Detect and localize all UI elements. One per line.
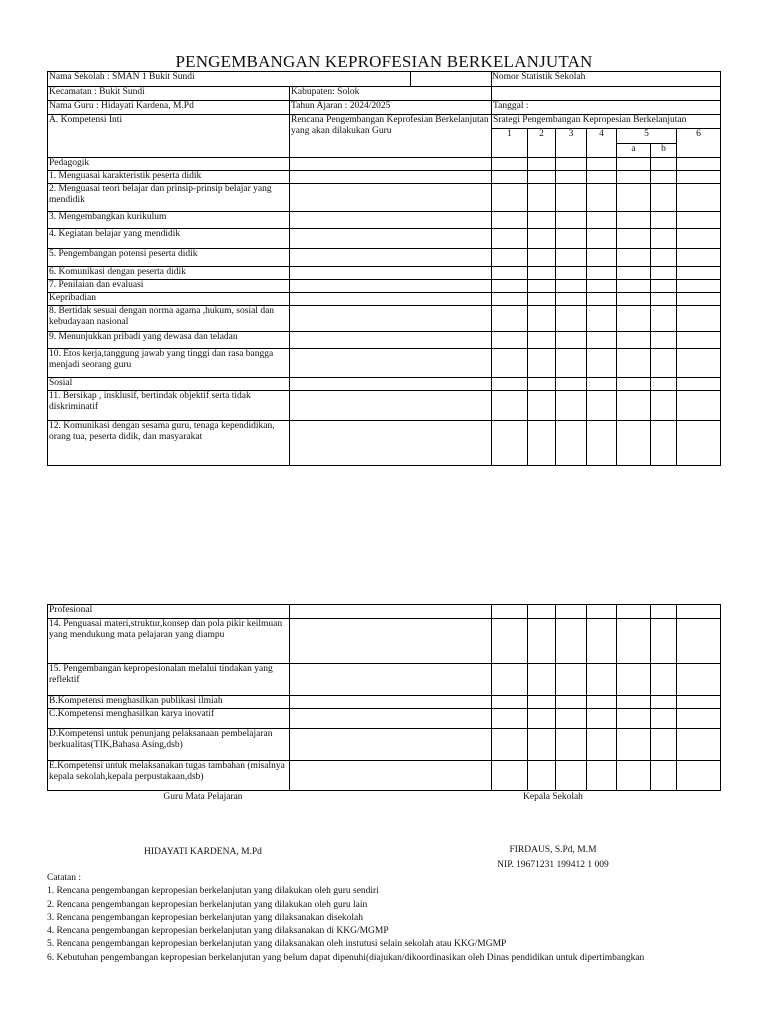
strategy-cell[interactable] <box>492 421 528 466</box>
table-row <box>48 280 721 293</box>
strategy-cell[interactable] <box>617 619 651 664</box>
strategy-cell[interactable] <box>587 332 617 349</box>
section-label: Sosial <box>48 378 290 391</box>
strategy-cell[interactable] <box>556 267 587 280</box>
plan-cell[interactable] <box>290 709 492 729</box>
strategy-cell[interactable] <box>677 709 721 729</box>
strategy-cell[interactable] <box>617 605 651 619</box>
strategy-cell[interactable] <box>651 664 677 696</box>
strategy-cell[interactable] <box>587 306 617 332</box>
plan-cell[interactable] <box>290 664 492 696</box>
strategy-cell[interactable] <box>587 729 617 761</box>
col-5a-header: a <box>617 144 651 158</box>
strategy-cell[interactable] <box>528 212 556 229</box>
note-line: 2. Rencana pengembangan kepropesian berkelanjutan yang dilakukan oleh guru lain <box>47 899 368 910</box>
nama-guru: Nama Guru : Hidayati Kardena, M.Pd <box>48 101 290 115</box>
plan-cell[interactable] <box>290 605 492 619</box>
competency-label: C.Kompetensi menghasilkan karya inovatif <box>48 709 290 729</box>
strategi-header: Srategi Pengembangan Kepropesian Berkelanjutan <box>492 115 721 129</box>
strategy-cell[interactable] <box>528 229 556 249</box>
plan-cell[interactable] <box>290 293 492 306</box>
strategy-cell[interactable] <box>556 709 587 729</box>
strategy-cell[interactable] <box>556 619 587 664</box>
strategy-cell[interactable] <box>677 761 721 791</box>
tanggal: Tanggal : <box>492 101 721 115</box>
strategy-cell[interactable] <box>617 249 651 267</box>
guru-name: HIDAYATI KARDENA, M.Pd <box>144 847 262 857</box>
table-row <box>48 229 721 249</box>
plan-cell[interactable] <box>290 332 492 349</box>
strategy-cell[interactable] <box>617 171 651 184</box>
plan-cell[interactable] <box>290 306 492 332</box>
plan-cell[interactable] <box>290 619 492 664</box>
strategy-cell[interactable] <box>556 171 587 184</box>
section-label: Kepribadian <box>48 293 290 306</box>
section-row <box>48 605 721 619</box>
strategy-cell[interactable] <box>492 349 528 378</box>
plan-cell[interactable] <box>290 349 492 378</box>
strategy-cell[interactable] <box>617 280 651 293</box>
plan-cell[interactable] <box>290 158 492 171</box>
competency-table <box>47 71 721 466</box>
col-6-header: 6 <box>677 129 721 158</box>
plan-cell[interactable] <box>290 761 492 791</box>
strategy-cell[interactable] <box>556 293 587 306</box>
table-row <box>48 306 721 332</box>
strategy-cell[interactable] <box>617 332 651 349</box>
col-2-header: 2 <box>528 129 556 158</box>
kabupaten: Kabupaten: Solok <box>290 87 492 101</box>
strategy-cell[interactable] <box>677 605 721 619</box>
strategy-cell[interactable] <box>617 729 651 761</box>
note-line: 6. Kebutuhan pengembangan kepropesian berkelanjutan yang belum dapat dipenuhi(diajukan/dikoordinasikan oleh Dinas pendidikan untuk dipertimbangkan <box>47 952 645 963</box>
strategy-cell[interactable] <box>587 605 617 619</box>
competency-label: 5. Pengembangan potensi peserta didik <box>48 249 290 267</box>
strategy-cell[interactable] <box>651 696 677 709</box>
strategy-cell[interactable] <box>528 306 556 332</box>
col-5-header: 5 <box>617 129 677 144</box>
table-row <box>48 696 721 709</box>
strategy-cell[interactable] <box>528 605 556 619</box>
strategy-cell[interactable] <box>587 171 617 184</box>
strategy-cell[interactable] <box>528 293 556 306</box>
strategy-cell[interactable] <box>617 664 651 696</box>
empty-cell <box>492 87 721 101</box>
strategy-cell[interactable] <box>677 619 721 664</box>
competency-label: B.Kompetensi menghasilkan publikasi ilmiah <box>48 696 290 709</box>
strategy-cell[interactable] <box>617 212 651 229</box>
strategy-cell[interactable] <box>556 605 587 619</box>
strategy-cell[interactable] <box>556 184 587 212</box>
table-row <box>48 421 721 466</box>
plan-cell[interactable] <box>290 212 492 229</box>
strategy-cell[interactable] <box>677 306 721 332</box>
table-row <box>48 184 721 212</box>
strategy-cell[interactable] <box>651 391 677 421</box>
strategy-cell[interactable] <box>492 709 528 729</box>
strategy-cell[interactable] <box>492 306 528 332</box>
table-row <box>48 349 721 378</box>
strategy-cell[interactable] <box>528 391 556 421</box>
notes-heading: Catatan : <box>47 873 82 883</box>
strategy-cell[interactable] <box>677 249 721 267</box>
strategy-cell[interactable] <box>651 171 677 184</box>
strategy-cell[interactable] <box>651 267 677 280</box>
strategy-cell[interactable] <box>651 378 677 391</box>
strategy-cell[interactable] <box>617 696 651 709</box>
table-row <box>48 709 721 729</box>
competency-label: 7. Penilaian dan evaluasi <box>48 280 290 293</box>
strategy-cell[interactable] <box>587 664 617 696</box>
strategy-cell[interactable] <box>492 761 528 791</box>
strategy-cell[interactable] <box>587 391 617 421</box>
strategy-cell[interactable] <box>677 391 721 421</box>
strategy-cell[interactable] <box>492 605 528 619</box>
kepala-name: FIRDAUS, S.Pd, M.M <box>509 845 597 855</box>
strategy-cell[interactable] <box>587 761 617 791</box>
rencana-header: Rencana Pengembangan Keprofesian Berkelanjutan yang akan dilakukan Guru <box>290 115 492 158</box>
section-label: Pedagogik <box>48 158 290 171</box>
strategy-cell[interactable] <box>556 306 587 332</box>
strategy-cell[interactable] <box>528 664 556 696</box>
competency-label: 1. Menguasai karakteristik peserta didik <box>48 171 290 184</box>
strategy-cell[interactable] <box>587 349 617 378</box>
strategy-cell[interactable] <box>677 332 721 349</box>
strategy-cell[interactable] <box>528 349 556 378</box>
strategy-cell[interactable] <box>677 158 721 171</box>
strategy-cell[interactable] <box>677 184 721 212</box>
strategy-cell[interactable] <box>587 619 617 664</box>
strategy-cell[interactable] <box>677 267 721 280</box>
strategy-cell[interactable] <box>528 378 556 391</box>
strategy-cell[interactable] <box>617 391 651 421</box>
guru-label: Guru Mata Pelajaran <box>163 792 243 802</box>
plan-cell[interactable] <box>290 421 492 466</box>
strategy-cell[interactable] <box>677 729 721 761</box>
strategy-cell[interactable] <box>617 306 651 332</box>
competency-label: D.Kompetensi untuk penunjang pelaksanaan pembelajaran berkualitas(TIK,Bahasa Asing,dsb) <box>48 729 290 761</box>
strategy-cell[interactable] <box>492 184 528 212</box>
table-row <box>48 761 721 791</box>
strategy-cell[interactable] <box>556 664 587 696</box>
kepala-nip: NIP. 19671231 199412 1 009 <box>497 860 609 870</box>
competency-label: 15. Pengembangan kepropesionalan melalui tindakan yang reflektif <box>48 664 290 696</box>
strategy-cell[interactable] <box>651 709 677 729</box>
strategy-cell[interactable] <box>651 293 677 306</box>
strategy-cell[interactable] <box>617 761 651 791</box>
strategy-cell[interactable] <box>528 280 556 293</box>
col-4-header: 4 <box>587 129 617 158</box>
strategy-cell[interactable] <box>651 729 677 761</box>
strategy-cell[interactable] <box>677 664 721 696</box>
page-title: PENGEMBANGAN KEPROFESIAN BERKELANJUTAN <box>175 52 593 71</box>
section-row <box>48 378 721 391</box>
strategy-cell[interactable] <box>587 280 617 293</box>
section-label: Profesional <box>48 605 290 619</box>
competency-label: 12. Komunikasi dengan sesama guru, tenaga kependidikan, orang tua, peserta didik, dan masyarakat <box>48 421 290 466</box>
section-row <box>48 158 721 171</box>
strategy-cell[interactable] <box>492 619 528 664</box>
plan-cell[interactable] <box>290 229 492 249</box>
strategy-cell[interactable] <box>617 158 651 171</box>
plan-cell[interactable] <box>290 391 492 421</box>
tahun-ajaran: Tahun Ajaran : 2024/2025 <box>290 101 492 115</box>
strategy-cell[interactable] <box>587 249 617 267</box>
strategy-cell[interactable] <box>556 391 587 421</box>
strategy-cell[interactable] <box>651 306 677 332</box>
strategy-cell[interactable] <box>528 249 556 267</box>
strategy-cell[interactable] <box>528 761 556 791</box>
strategy-cell[interactable] <box>587 267 617 280</box>
strategy-cell[interactable] <box>492 696 528 709</box>
strategy-cell[interactable] <box>528 729 556 761</box>
strategy-cell[interactable] <box>528 332 556 349</box>
strategy-cell[interactable] <box>677 229 721 249</box>
strategy-cell[interactable] <box>556 158 587 171</box>
strategy-cell[interactable] <box>587 709 617 729</box>
plan-cell[interactable] <box>290 171 492 184</box>
col-3-header: 3 <box>556 129 587 158</box>
nama-sekolah: Nama Sekolah : SMAN 1 Bukit Sundi <box>48 72 411 87</box>
strategy-cell[interactable] <box>617 349 651 378</box>
competency-label: E.Kompetensi untuk melaksanakan tugas tambahan (misalnya kepala sekolah,kepala perpustakaan,dsb) <box>48 761 290 791</box>
strategy-cell[interactable] <box>492 229 528 249</box>
col-1-header: 1 <box>492 129 528 158</box>
table-row <box>48 332 721 349</box>
notes <box>47 872 644 965</box>
strategy-cell[interactable] <box>556 761 587 791</box>
table-row <box>48 249 721 267</box>
plan-cell[interactable] <box>290 280 492 293</box>
plan-cell[interactable] <box>290 184 492 212</box>
kompetensi-inti-header: A. Kompetensi Inti <box>48 115 290 158</box>
strategy-cell[interactable] <box>677 421 721 466</box>
strategy-cell[interactable] <box>587 421 617 466</box>
strategy-cell[interactable] <box>556 212 587 229</box>
strategy-cell[interactable] <box>651 421 677 466</box>
strategy-cell[interactable] <box>617 293 651 306</box>
strategy-cell[interactable] <box>617 184 651 212</box>
competency-label: 3. Mengembangkan kurikulum <box>48 212 290 229</box>
section-row <box>48 293 721 306</box>
strategy-cell[interactable] <box>677 378 721 391</box>
strategy-cell[interactable] <box>556 378 587 391</box>
competency-label: 14. Penguasai materi,struktur,konsep dan pola pikir keilmuan yang mendukung mata pelajaran yang diampu <box>48 619 290 664</box>
strategy-cell[interactable] <box>617 709 651 729</box>
table-row <box>48 664 721 696</box>
strategy-cell[interactable] <box>617 378 651 391</box>
strategy-cell[interactable] <box>651 619 677 664</box>
competency-table-continued <box>47 604 721 791</box>
strategy-cell[interactable] <box>651 229 677 249</box>
strategy-cell[interactable] <box>556 696 587 709</box>
strategy-cell[interactable] <box>528 619 556 664</box>
strategy-cell[interactable] <box>587 229 617 249</box>
note-line: 3. Rencana pengembangan kepropesian berkelanjutan yang dilaksanakan disekolah <box>47 912 364 923</box>
strategy-cell[interactable] <box>617 229 651 249</box>
strategy-cell[interactable] <box>556 729 587 761</box>
strategy-cell[interactable] <box>651 605 677 619</box>
strategy-cell[interactable] <box>587 293 617 306</box>
competency-label: 10. Etos kerja,tanggung jawab yang tinggi dan rasa bangga menjadi seorang guru <box>48 349 290 378</box>
strategy-cell[interactable] <box>528 171 556 184</box>
table-row <box>48 171 721 184</box>
strategy-cell[interactable] <box>492 171 528 184</box>
competency-label: 4. Kegiatan belajar yang mendidik <box>48 229 290 249</box>
strategy-cell[interactable] <box>651 332 677 349</box>
strategy-cell[interactable] <box>556 249 587 267</box>
strategy-cell[interactable] <box>556 229 587 249</box>
kecamatan: Kecamatan : Bukit Sundi <box>48 87 290 101</box>
strategy-cell[interactable] <box>677 212 721 229</box>
table-row <box>48 267 721 280</box>
strategy-cell[interactable] <box>492 332 528 349</box>
strategy-cell[interactable] <box>528 421 556 466</box>
strategy-cell[interactable] <box>651 761 677 791</box>
strategy-cell[interactable] <box>677 696 721 709</box>
strategy-cell[interactable] <box>617 421 651 466</box>
strategy-cell[interactable] <box>492 391 528 421</box>
strategy-cell[interactable] <box>492 664 528 696</box>
strategy-cell[interactable] <box>587 378 617 391</box>
plan-cell[interactable] <box>290 378 492 391</box>
strategy-cell[interactable] <box>528 267 556 280</box>
strategy-cell[interactable] <box>556 349 587 378</box>
strategy-cell[interactable] <box>651 212 677 229</box>
strategy-cell[interactable] <box>677 280 721 293</box>
table-row <box>48 212 721 229</box>
strategy-cell[interactable] <box>617 267 651 280</box>
strategy-cell[interactable] <box>492 212 528 229</box>
note-line: 1. Rencana pengembangan kepropesian berkelanjutan yang dilakukan oleh guru sendiri <box>47 886 379 897</box>
plan-cell[interactable] <box>290 267 492 280</box>
strategy-cell[interactable] <box>651 184 677 212</box>
strategy-cell[interactable] <box>528 696 556 709</box>
strategy-cell[interactable] <box>492 378 528 391</box>
plan-cell[interactable] <box>290 729 492 761</box>
strategy-cell[interactable] <box>492 293 528 306</box>
nomor-statistik: Nomor Statistik Sekolah <box>492 72 721 87</box>
competency-label: 9. Menunjukkan pribadi yang dewasa dan teladan <box>48 332 290 349</box>
strategy-cell[interactable] <box>651 280 677 293</box>
table-row <box>48 391 721 421</box>
table-row <box>48 729 721 761</box>
strategy-cell[interactable] <box>587 158 617 171</box>
strategy-cell[interactable] <box>492 158 528 171</box>
strategy-cell[interactable] <box>492 267 528 280</box>
competency-label: 6. Komunikasi dengan peserta didik <box>48 267 290 280</box>
col-5b-header: b <box>651 144 677 158</box>
note-line: 4. Rencana pengembangan kepropesian berkelanjutan yang dilaksanakan di KKG/MGMP <box>47 926 389 937</box>
strategy-cell[interactable] <box>492 249 528 267</box>
strategy-cell[interactable] <box>528 709 556 729</box>
strategy-cell[interactable] <box>492 729 528 761</box>
strategy-cell[interactable] <box>677 293 721 306</box>
strategy-cell[interactable] <box>556 332 587 349</box>
note-line: 5. Rencana pengembangan kepropesian berkelanjutan yang dilaksanakan oleh instutusi selain sekolah atau KKG/MGMP <box>47 939 507 950</box>
kepala-label: Kepala Sekolah <box>523 792 583 802</box>
table-row <box>48 619 721 664</box>
strategy-cell[interactable] <box>587 184 617 212</box>
plan-cell[interactable] <box>290 696 492 709</box>
strategy-cell[interactable] <box>556 280 587 293</box>
strategy-cell[interactable] <box>677 171 721 184</box>
strategy-cell[interactable] <box>677 349 721 378</box>
strategy-cell[interactable] <box>587 696 617 709</box>
strategy-cell[interactable] <box>587 212 617 229</box>
competency-label: 2. Menguasai teori belajar dan prinsip-prinsip belajar yang mendidik <box>48 184 290 212</box>
plan-cell[interactable] <box>290 249 492 267</box>
strategy-cell[interactable] <box>651 158 677 171</box>
strategy-cell[interactable] <box>528 184 556 212</box>
competency-label: 11. Bersikap , insklusif, bertindak objektif serta tidak diskriminatif <box>48 391 290 421</box>
competency-label: 8. Bertidak sesuai dengan norma agama ,hukum, sosial dan kebudayaan nasional <box>48 306 290 332</box>
strategy-cell[interactable] <box>651 249 677 267</box>
strategy-cell[interactable] <box>492 280 528 293</box>
strategy-cell[interactable] <box>651 349 677 378</box>
strategy-cell[interactable] <box>556 421 587 466</box>
strategy-cell[interactable] <box>528 158 556 171</box>
